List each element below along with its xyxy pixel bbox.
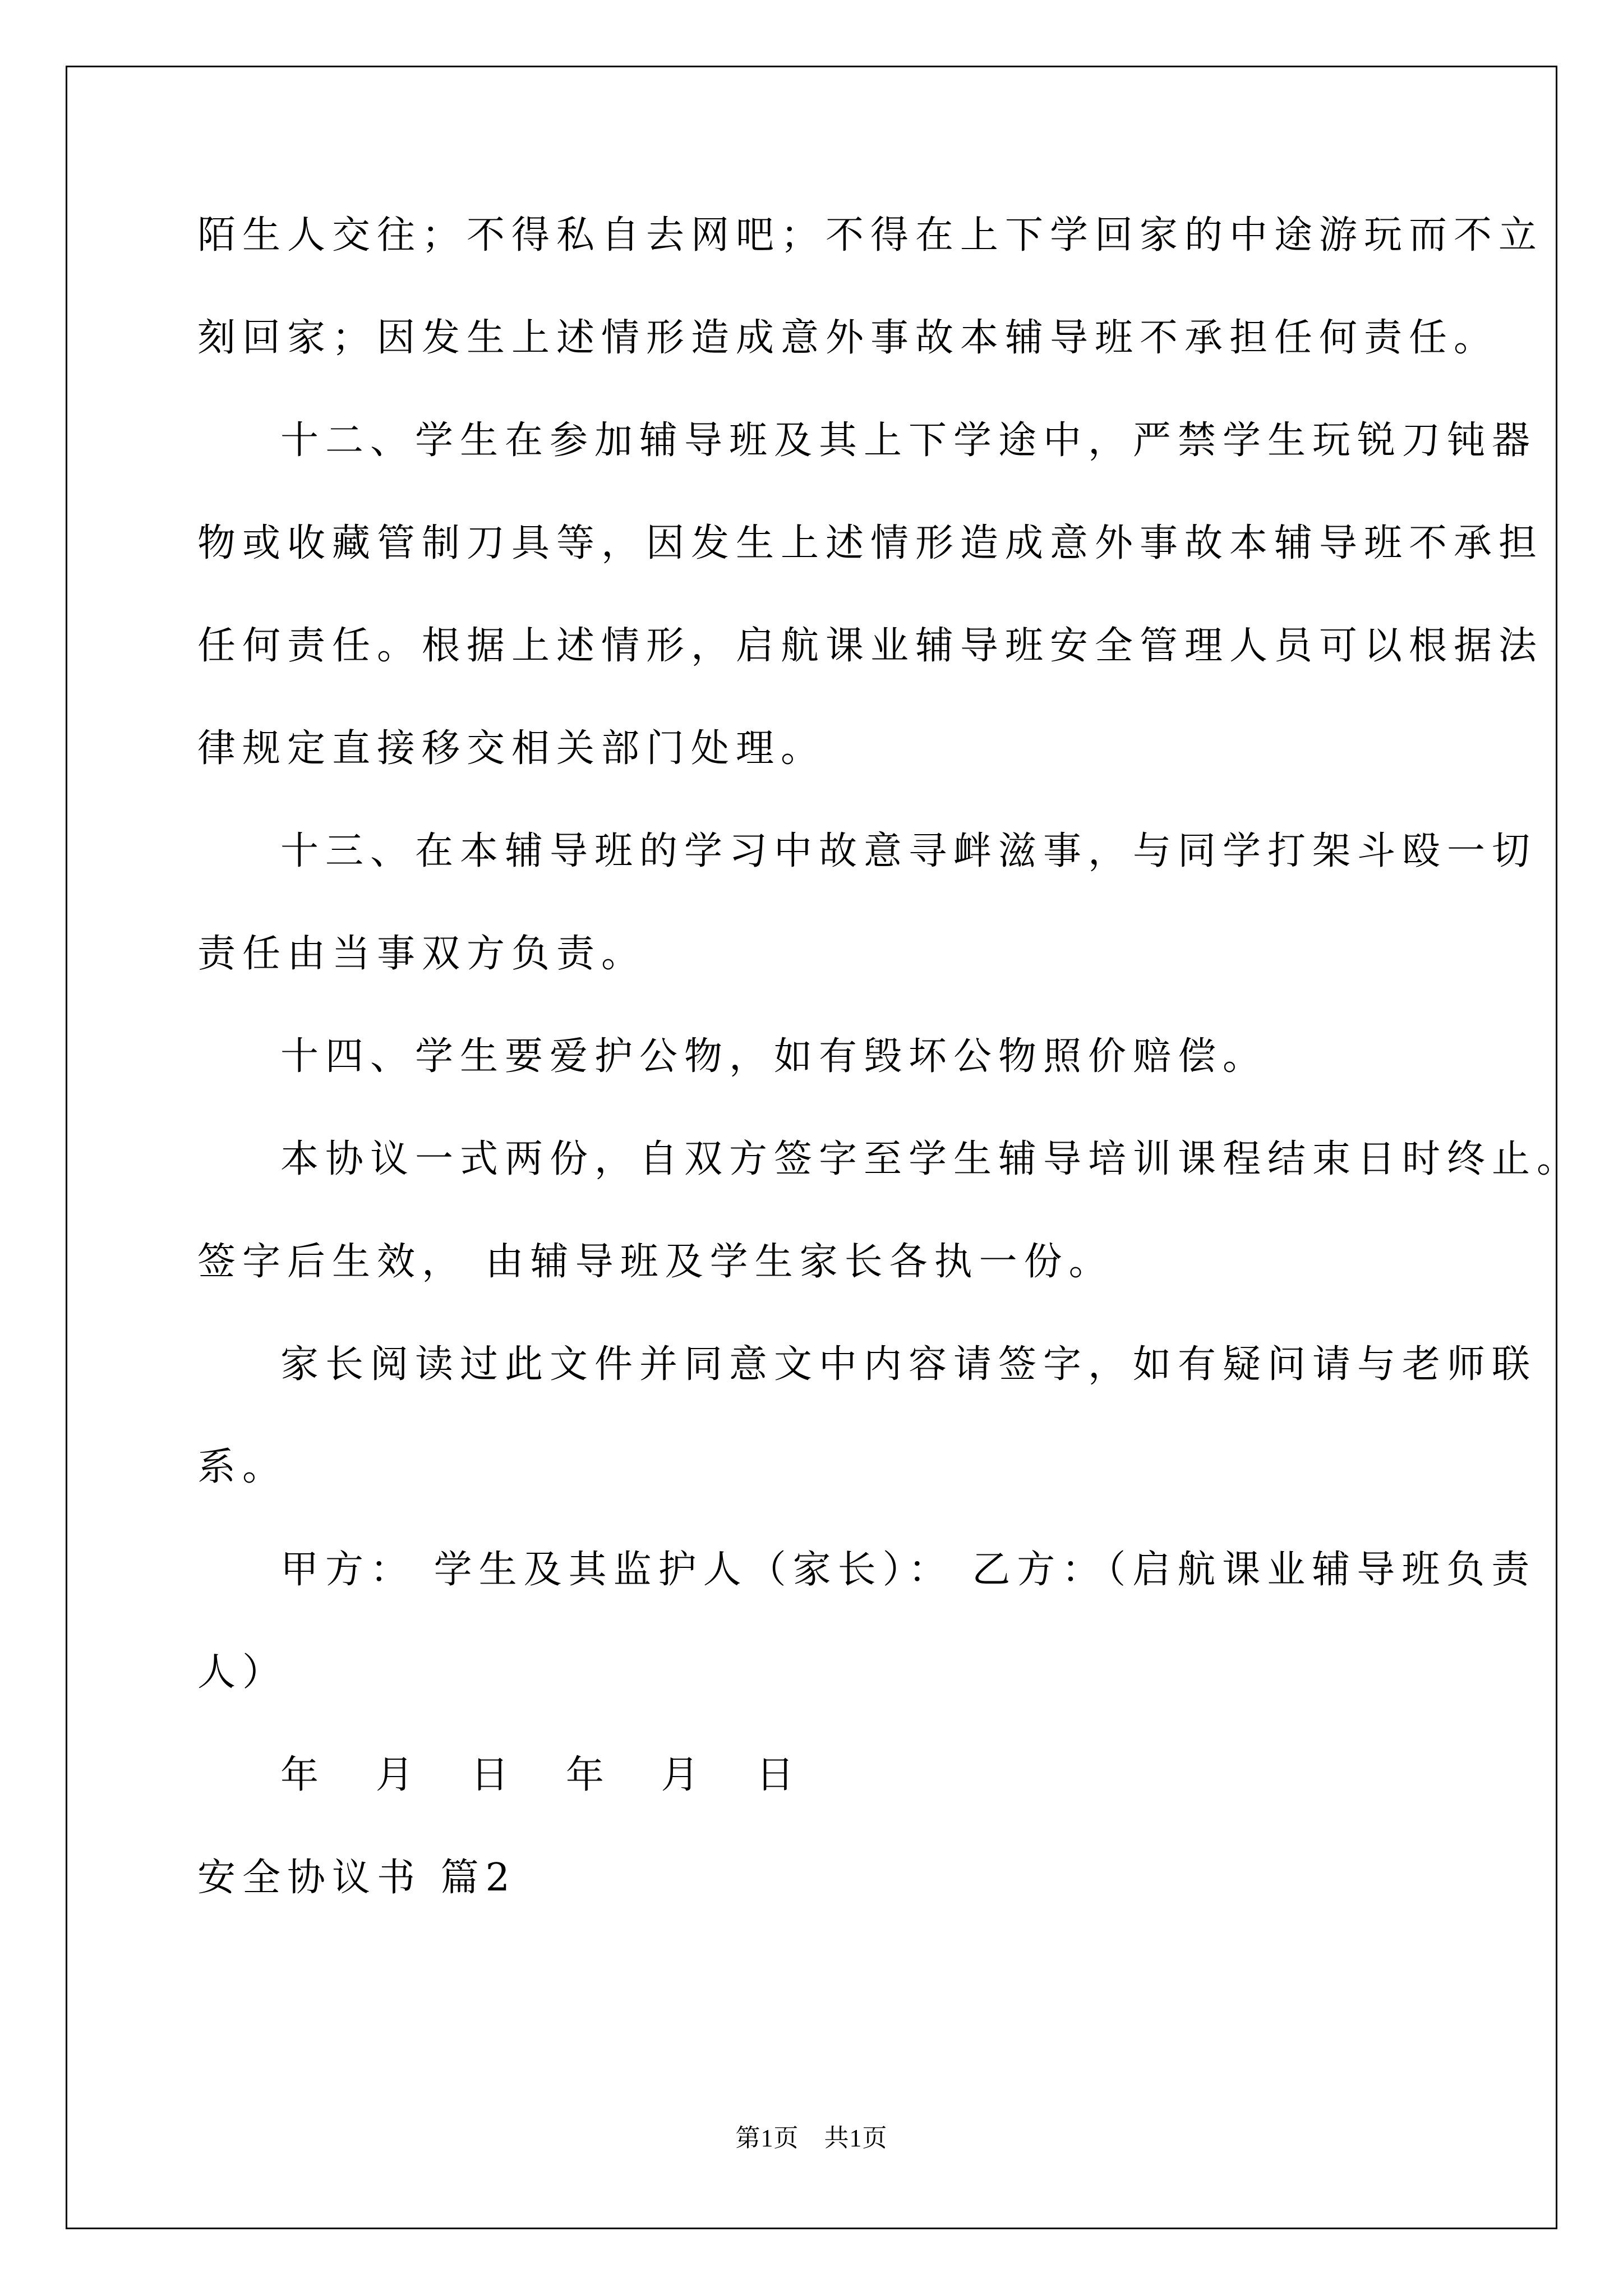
text-line: 签字后生效， 由辅导班及学生家长各执一份。 [197,1240,1114,1284]
page-number-footer: 第1页 共1页 [735,2124,888,2152]
parent-notice-line-1: 家长阅读过此文件并同意文中内容请签字，如有疑问请与老师联 [280,1342,1537,1387]
text-line: 人） [197,1650,288,1695]
text-line: 刻回家；因发生上述情形造成意外事故本辅导班不承担任何责任。 [197,316,1499,360]
paragraph-14: 十四、学生要爱护公物，如有毁坏公物照价赔偿。 [280,1034,1268,1079]
text-line: 系。 [197,1445,288,1489]
text-line: 物或收藏管制刀具等，因发生上述情形造成意外事故本辅导班不承担 [197,521,1544,565]
signature-date-line: 年 月 日 年 月 日 [280,1753,817,1797]
paragraph-13-line-1: 十三、在本辅导班的学习中故意寻衅滋事，与同学打架斗殴一切 [280,829,1537,873]
text-line: 责任由当事双方负责。 [197,932,647,976]
text-line: 任何责任。根据上述情形，启航课业辅导班安全管理人员可以根据法 [197,624,1544,668]
agreement-copies-line-1: 本协议一式两份，自双方签字至学生辅导培训课程结束日时终止。 [280,1137,1582,1181]
section-heading: 安全协议书 篇2 [197,1856,517,1900]
text-line: 律规定直接移交相关部门处理。 [197,726,826,771]
text-line: 陌生人交往；不得私自去网吧；不得在上下学回家的中途游玩而不立 [197,213,1544,257]
signature-parties-line-1: 甲方： 学生及其监护人（家长）： 乙方：（启航课业辅导班负责 [280,1548,1537,1592]
paragraph-12-line-1: 十二、学生在参加辅导班及其上下学途中，严禁学生玩锐刀钝器 [280,418,1537,463]
